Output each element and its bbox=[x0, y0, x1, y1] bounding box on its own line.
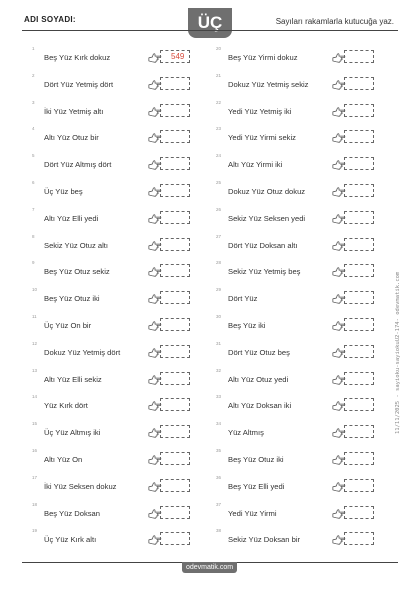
worksheet-item bbox=[216, 422, 402, 444]
worksheet-item bbox=[32, 154, 218, 176]
item-text: Altı Yüz On bbox=[44, 455, 83, 464]
instruction-text: Sayıları rakamlarla kutucuğa yaz. bbox=[275, 17, 394, 26]
item-text: Dört Yüz Altmış dört bbox=[44, 160, 112, 170]
item-text: Dört Yüz bbox=[228, 294, 258, 304]
worksheet-item bbox=[216, 208, 402, 230]
answer-box[interactable] bbox=[344, 425, 374, 438]
worksheet-item bbox=[216, 503, 402, 525]
worksheet-item bbox=[32, 181, 218, 203]
item-text: Üç Yüz Kırk altı bbox=[44, 535, 97, 545]
item-text: Dokuz Yüz Yetmiş dört bbox=[44, 347, 121, 357]
worksheet-item bbox=[216, 395, 402, 417]
item-number: 13 bbox=[32, 367, 38, 373]
item-number: 1 bbox=[32, 46, 35, 51]
answer-box[interactable] bbox=[160, 77, 190, 90]
item-text: Beş Yüz Elli yedi bbox=[228, 481, 285, 491]
worksheet-item bbox=[216, 47, 402, 69]
answer-box[interactable] bbox=[160, 184, 190, 197]
answer-box[interactable] bbox=[344, 264, 374, 277]
answer-box[interactable] bbox=[344, 77, 374, 90]
item-text: Beş Yüz Otuz iki bbox=[44, 294, 100, 304]
item-text: Altı Yüz Otuz yedi bbox=[228, 374, 289, 384]
worksheet-item bbox=[216, 101, 402, 123]
item-number: 29 bbox=[216, 287, 222, 293]
answer-box[interactable] bbox=[160, 398, 190, 411]
item-text: Üç Yüz Altmış iki bbox=[44, 428, 101, 438]
item-text: Dokuz Yüz Otuz dokuz bbox=[228, 187, 306, 196]
answer-box[interactable] bbox=[160, 104, 190, 117]
worksheet-item bbox=[216, 315, 402, 337]
item-number: 37 bbox=[216, 501, 222, 507]
worksheet-item bbox=[216, 127, 402, 149]
top-divider bbox=[22, 30, 398, 31]
worksheet-item bbox=[216, 261, 402, 283]
answer-box[interactable] bbox=[344, 398, 374, 411]
item-text: Sekiz Yüz Otuz altı bbox=[44, 240, 109, 250]
item-number: 20 bbox=[216, 46, 222, 51]
worksheet-item bbox=[216, 74, 402, 96]
item-text: Yedi Yüz Yirmi bbox=[228, 508, 277, 518]
item-number: 10 bbox=[32, 287, 38, 293]
item-text: Dört Yüz Doksan altı bbox=[228, 240, 298, 250]
item-number: 32 bbox=[216, 367, 222, 373]
worksheet-item bbox=[32, 127, 218, 149]
answer-box[interactable] bbox=[344, 211, 374, 224]
item-number: 4 bbox=[32, 126, 35, 132]
item-number: 21 bbox=[216, 72, 222, 78]
item-number: 27 bbox=[216, 233, 222, 239]
answer-box[interactable] bbox=[344, 157, 374, 170]
answer-box[interactable] bbox=[160, 425, 190, 438]
worksheet-item bbox=[32, 529, 218, 551]
item-number: 7 bbox=[32, 206, 35, 212]
answer-box[interactable] bbox=[160, 532, 190, 545]
item-text: Yedi Yüz Yirmi sekiz bbox=[228, 133, 296, 143]
answer-box[interactable] bbox=[344, 532, 374, 545]
item-text: Altı Yüz Elli yedi bbox=[44, 213, 99, 223]
worksheet-item bbox=[216, 342, 402, 364]
item-text: İki Yüz Yetmiş altı bbox=[44, 106, 104, 116]
item-text: Beş Yüz Kırk dokuz bbox=[44, 53, 111, 62]
answer-box[interactable] bbox=[344, 479, 374, 492]
worksheet-item bbox=[32, 235, 218, 257]
answer-box[interactable] bbox=[160, 506, 190, 519]
worksheet-item bbox=[32, 315, 218, 337]
worksheet-item bbox=[216, 288, 402, 310]
grade-badge: ÜÇ bbox=[188, 8, 232, 38]
answer-box[interactable] bbox=[160, 157, 190, 170]
worksheet-item bbox=[216, 181, 402, 203]
answer-box[interactable] bbox=[160, 264, 190, 277]
item-text: Altı Yüz Yirmi iki bbox=[228, 160, 283, 170]
item-number: 23 bbox=[216, 126, 222, 132]
item-text: Altı Yüz Otuz bir bbox=[44, 133, 99, 143]
answer-box[interactable] bbox=[160, 345, 190, 358]
item-text: Beş Yüz Otuz sekiz bbox=[44, 267, 110, 277]
item-number: 24 bbox=[216, 153, 222, 159]
item-text: Dokuz Yüz Yetmiş sekiz bbox=[228, 79, 309, 89]
item-number: 31 bbox=[216, 340, 222, 346]
worksheet-item bbox=[32, 476, 218, 498]
item-text: Beş Yüz iki bbox=[228, 321, 266, 330]
answer-box[interactable] bbox=[160, 372, 190, 385]
item-number: 36 bbox=[216, 474, 222, 480]
item-number: 34 bbox=[216, 421, 222, 427]
footer-site: odevmatik.com bbox=[182, 562, 237, 573]
item-number: 17 bbox=[32, 474, 38, 480]
worksheet-item bbox=[216, 154, 402, 176]
answer-box[interactable] bbox=[344, 345, 374, 358]
worksheet-item bbox=[32, 422, 218, 444]
name-label: ADI SOYADI: bbox=[24, 15, 76, 24]
item-text: Sekiz Yüz Yetmiş beş bbox=[228, 267, 301, 277]
worksheet-item bbox=[32, 503, 218, 525]
answer-box[interactable] bbox=[344, 452, 374, 465]
item-number: 38 bbox=[216, 528, 222, 534]
worksheet-item bbox=[216, 449, 402, 471]
worksheet-item bbox=[216, 235, 402, 257]
answer-box[interactable] bbox=[344, 130, 374, 143]
answer-box[interactable] bbox=[344, 291, 374, 304]
answer-box[interactable] bbox=[160, 318, 190, 331]
worksheet-item bbox=[32, 395, 218, 417]
item-number: 3 bbox=[32, 99, 35, 105]
worksheet-item bbox=[32, 208, 218, 230]
worksheet-item bbox=[32, 47, 218, 69]
item-text: Sekiz Yüz Doksan bir bbox=[228, 535, 301, 545]
worksheet-item bbox=[32, 261, 218, 283]
item-number: 25 bbox=[216, 180, 222, 185]
item-number: 14 bbox=[32, 394, 38, 400]
item-text: Sekiz Yüz Seksen yedi bbox=[228, 213, 306, 223]
answer-box[interactable] bbox=[160, 452, 190, 465]
item-number: 33 bbox=[216, 394, 222, 400]
item-number: 2 bbox=[32, 72, 35, 78]
item-text: Altı Yüz Doksan iki bbox=[228, 401, 292, 411]
worksheet-item bbox=[32, 369, 218, 391]
answer-box[interactable] bbox=[344, 50, 374, 63]
item-text: Yüz Altmış bbox=[228, 428, 264, 438]
answer-box[interactable] bbox=[344, 184, 374, 197]
item-number: 8 bbox=[32, 233, 35, 239]
item-number: 35 bbox=[216, 448, 222, 453]
worksheet-item bbox=[32, 74, 218, 96]
item-number: 6 bbox=[32, 180, 35, 185]
answer-box[interactable]: 549 bbox=[160, 50, 190, 63]
worksheet-item bbox=[216, 369, 402, 391]
item-number: 9 bbox=[32, 260, 35, 266]
item-number: 28 bbox=[216, 260, 222, 266]
item-text: İki Yüz Seksen dokuz bbox=[44, 481, 117, 491]
worksheet-item bbox=[32, 449, 218, 471]
answer-box[interactable] bbox=[160, 291, 190, 304]
item-text: Yüz Kırk dört bbox=[44, 401, 88, 411]
answer-box[interactable] bbox=[160, 479, 190, 492]
item-number: 11 bbox=[32, 314, 37, 319]
item-text: Beş Yüz Doksan bbox=[44, 508, 101, 518]
item-text: Beş Yüz Yirmi dokuz bbox=[228, 53, 298, 62]
answer-box[interactable] bbox=[344, 104, 374, 117]
item-number: 12 bbox=[32, 340, 38, 346]
item-number: 30 bbox=[216, 314, 222, 319]
item-number: 15 bbox=[32, 421, 38, 427]
answer-box[interactable] bbox=[344, 372, 374, 385]
item-number: 5 bbox=[32, 153, 35, 159]
worksheet-item bbox=[32, 288, 218, 310]
item-text: Yedi Yüz Yetmiş iki bbox=[228, 106, 292, 116]
worksheet-item bbox=[32, 101, 218, 123]
item-number: 22 bbox=[216, 99, 222, 105]
worksheet-item bbox=[216, 529, 402, 551]
item-text: Dört Yüz Otuz beş bbox=[228, 347, 290, 357]
item-text: Dört Yüz Yetmiş dört bbox=[44, 79, 114, 89]
item-text: Üç Yüz beş bbox=[44, 187, 83, 196]
worksheet-item bbox=[216, 476, 402, 498]
item-number: 19 bbox=[32, 528, 38, 534]
item-number: 18 bbox=[32, 501, 38, 507]
answer-box[interactable] bbox=[160, 130, 190, 143]
answer-box[interactable] bbox=[344, 506, 374, 519]
item-text: Beş Yüz Otuz iki bbox=[228, 455, 284, 464]
answer-box[interactable] bbox=[344, 238, 374, 251]
answer-box[interactable] bbox=[160, 211, 190, 224]
side-info: 11/11/2025 - sayioku-sayiokuU2-174- odevmatik.com bbox=[395, 271, 401, 434]
answer-box[interactable] bbox=[160, 238, 190, 251]
item-text: Altı Yüz Elli sekiz bbox=[44, 374, 102, 384]
worksheet-item bbox=[32, 342, 218, 364]
item-text: Üç Yüz On bir bbox=[44, 321, 92, 330]
item-number: 26 bbox=[216, 206, 222, 212]
answer-box[interactable] bbox=[344, 318, 374, 331]
item-number: 16 bbox=[32, 448, 38, 453]
